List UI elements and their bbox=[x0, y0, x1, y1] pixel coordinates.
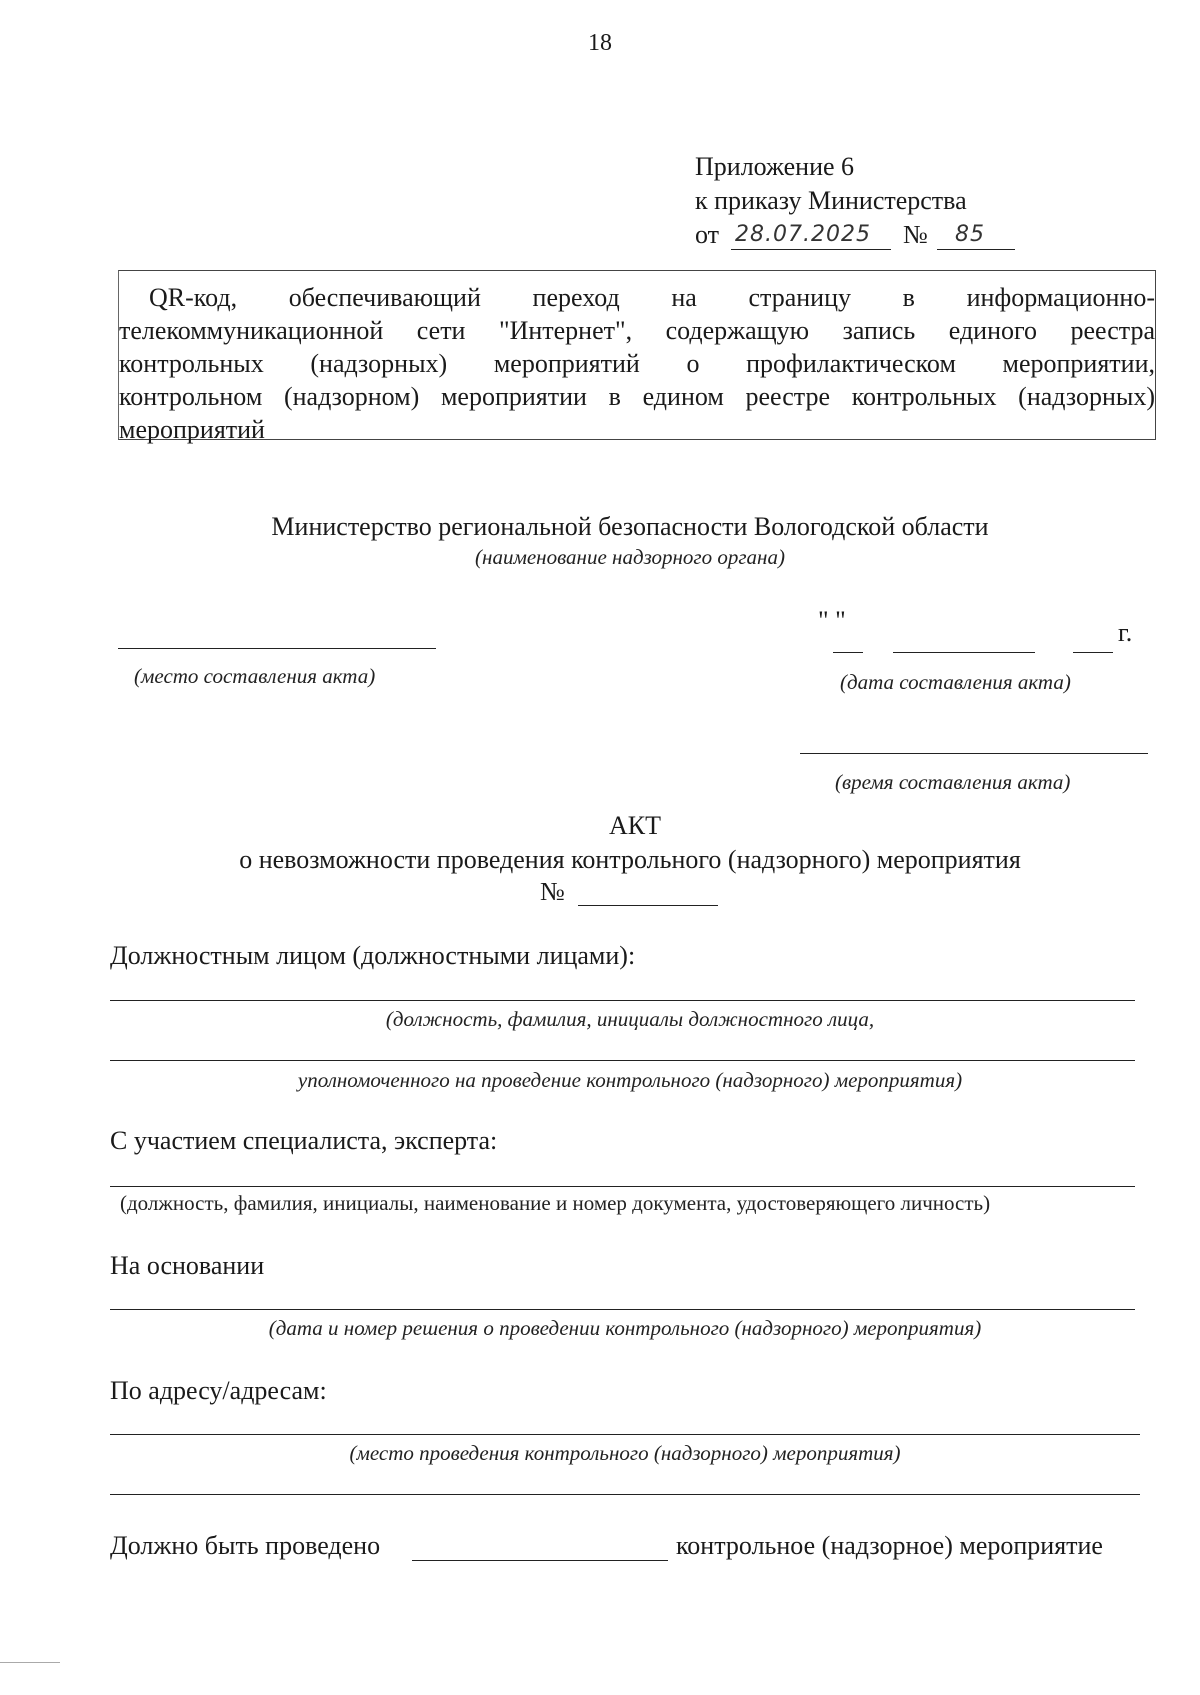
qr-text-line: телекоммуникационной сети "Интернет", содержащую запись единого реестра bbox=[119, 316, 1155, 345]
act-title: АКТ bbox=[609, 811, 661, 840]
date-quotes: " " bbox=[818, 606, 846, 635]
place-caption: (место составления акта) bbox=[134, 664, 376, 688]
act-number-label: № bbox=[540, 877, 565, 906]
qr-text-line: контрольных (надзорных) мероприятий о профилактическом мероприятии, bbox=[119, 349, 1155, 378]
specialist-label: С участием специалиста, эксперта: bbox=[110, 1126, 498, 1155]
page-number: 18 bbox=[588, 30, 612, 56]
handwritten-date: 28.07.2025 bbox=[735, 222, 871, 247]
basis-caption: (дата и номер решения о проведении контрольного (надзорного) мероприятия) bbox=[268, 1316, 982, 1340]
appendix-date-line bbox=[695, 218, 1025, 254]
year-suffix: г. bbox=[1118, 618, 1133, 647]
qr-text-line: QR-код, обеспечивающий переход на страницу в информационно- bbox=[149, 283, 1155, 312]
qr-text-line: мероприятий bbox=[119, 415, 265, 444]
qr-code-box bbox=[118, 270, 1156, 444]
official-caption-2: уполномоченного на проведение контрольного (надзорного) мероприятия) bbox=[297, 1068, 963, 1092]
authority-caption: (наименование надзорного органа) bbox=[475, 545, 785, 569]
qr-text-line: контрольном (надзорном) мероприятии в едином реестре контрольных (надзорных) bbox=[119, 382, 1155, 411]
address-label: По адресу/адресам: bbox=[110, 1376, 327, 1405]
appendix-title: Приложение 6 bbox=[695, 152, 855, 181]
appendix-order: к приказу Министерства bbox=[695, 186, 967, 215]
act-subtitle: о невозможности проведения контрольного (надзорного) мероприятия bbox=[239, 845, 1021, 874]
date-prefix: от bbox=[695, 220, 720, 249]
scan-artifact bbox=[0, 1662, 60, 1663]
specialist-caption: (должность, фамилия, инициалы, наименование и номер документа, удостоверяющего личность) bbox=[120, 1191, 991, 1215]
handwritten-number: 85 bbox=[955, 222, 985, 247]
date-caption: (дата составления акта) bbox=[840, 670, 1071, 694]
number-sign: № bbox=[903, 220, 928, 249]
basis-label: На основании bbox=[110, 1251, 265, 1280]
time-caption: (время составления акта) bbox=[835, 770, 1071, 794]
should-suffix: контрольное (надзорное) мероприятие bbox=[676, 1531, 1103, 1560]
official-caption-1: (должность, фамилия, инициалы должностного лица, bbox=[385, 1007, 875, 1031]
official-label: Должностным лицом (должностными лицами): bbox=[110, 941, 636, 970]
should-label: Должно быть проведено bbox=[110, 1531, 381, 1560]
address-caption: (место проведения контрольного (надзорного) мероприятия) bbox=[349, 1441, 901, 1465]
authority-name: Министерство региональной безопасности Вологодской области bbox=[271, 512, 989, 541]
